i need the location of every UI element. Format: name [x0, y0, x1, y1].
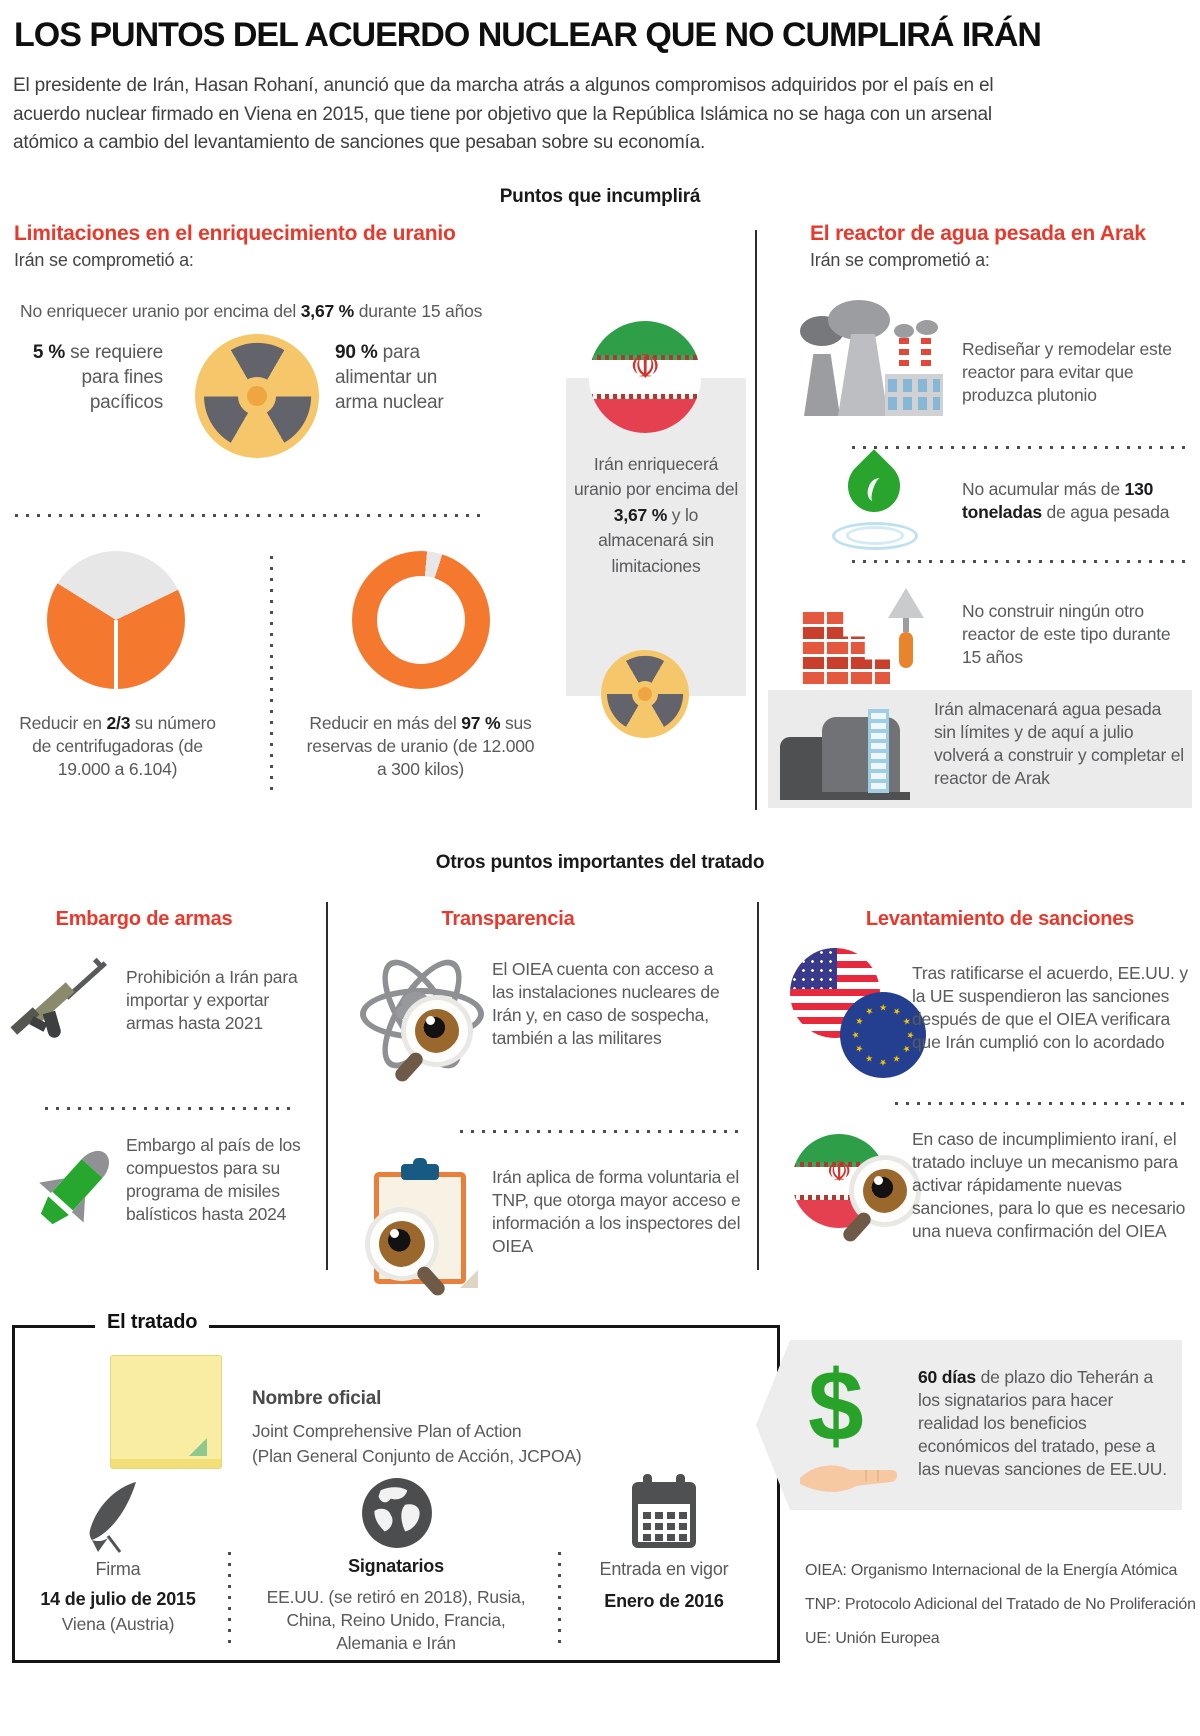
section-title-puntos: Puntos que incumplirá — [499, 186, 701, 207]
column-divider — [757, 902, 759, 1270]
signature-date: 14 de julio de 2015 — [40, 1589, 196, 1609]
sanciones-item1-text: Tras ratificarse el acuerdo, EE.UU. y la UE suspendieron las sanciones después de que el OIEA verificara que Irán cumplió con lo acordado — [912, 963, 1188, 1053]
divider-dotted — [895, 1102, 1190, 1105]
signature-place: Viena (Austria) — [61, 1614, 175, 1634]
official-name-label: Nombre oficial — [252, 1388, 382, 1409]
arak-committed: Irán se comprometió a: — [810, 250, 990, 270]
uranium-committed: Irán se comprometió a: — [14, 250, 194, 270]
footnote-tnp: TNP: Protocolo Adicional del Tratado de No Proliferación — [805, 1596, 1196, 1613]
uranium-stat-weapon: 90 % para alimentar un arma nuclear — [335, 342, 444, 414]
uranium-heading: Limitaciones en el enriquecimiento de uranio — [14, 222, 456, 245]
page-title: LOS PUNTOS DEL ACUERDO NUCLEAR QUE NO CUMPLIRÁ IRÁN — [14, 16, 1041, 54]
divider-dotted — [460, 1130, 740, 1133]
divider-dotted — [45, 1107, 295, 1110]
eye-magnifier-icon — [370, 1212, 434, 1276]
iran-flag-icon — [589, 321, 701, 433]
transparencia-heading: Transparencia — [441, 908, 575, 930]
uranium-rule: No enriquecer uranio por encima del 3,67 % durante 15 años — [20, 301, 483, 321]
arak-heading: El reactor de agua pesada en Arak — [810, 222, 1146, 245]
water-tanks-icon — [780, 700, 915, 800]
radiation-icon-small — [601, 650, 689, 738]
rifle-icon — [14, 952, 114, 1067]
atom-eye-icon — [352, 946, 487, 1086]
divider-dotted-vertical — [270, 556, 273, 790]
sanciones-heading: Levantamiento de sanciones — [865, 908, 1135, 930]
official-name-es: (Plan General Conjunto de Acción, JCPOA) — [252, 1446, 582, 1466]
signatories-text: EE.UU. (se retiró en 2018), Rusia, China, Reino Unido, Francia, Alemania e Irán — [266, 1587, 526, 1654]
dollar-icon: $ — [808, 1350, 864, 1462]
water-drop-icon — [828, 456, 920, 552]
divider-dotted — [852, 560, 1187, 563]
radiation-icon — [195, 334, 319, 458]
globe-icon — [360, 1476, 434, 1550]
embargo-item1-text: Prohibición a Irán para importar y exportar armas hasta 2021 — [126, 967, 298, 1034]
us-eu-flags-icon — [790, 948, 930, 1078]
missile-icon — [20, 1138, 120, 1248]
bricks-trowel-icon — [800, 588, 935, 688]
entry-date: Enero de 2016 — [604, 1591, 724, 1611]
transparencia-item2-text: Irán aplica de forma voluntaria el TNP, que otorga mayor acceso e información a los inspectores del OIEA — [492, 1167, 741, 1257]
transparencia-item1-text: El OIEA cuenta con acceso a las instalaciones nucleares de Irán y, en caso de sospecha, también a las militares — [492, 959, 720, 1049]
intro-paragraph: El presidente de Irán, Hasan Rohaní, anunció que da marcha atrás a algunos compromisos adquiridos por el país en el acuerdo nuclear firmado en Viena en 2015, que tiene por objetivo que la República Islámica no se haga con un arsenal atómico a cambio del levantamiento de sanciones que pesaban sobre su economía. — [13, 75, 994, 153]
signature-label: Firma — [95, 1559, 141, 1579]
divider-dotted-vertical — [558, 1548, 561, 1643]
feather-icon — [78, 1478, 148, 1556]
official-name-en: Joint Comprehensive Plan of Action — [252, 1421, 522, 1441]
arak-item1-text: Rediseñar y remodelar este reactor para evitar que produzca plutonio — [962, 339, 1172, 406]
centrifuges-caption: Reducir en 2/3 su número de centrifugadoras (de 19.000 a 6.104) — [19, 713, 216, 780]
uranium-stock-caption: Reducir en más del 97 % sus reservas de uranio (de 12.000 a 300 kilos) — [306, 713, 535, 780]
footnote-oiea: OIEA: Organismo Internacional de la Energía Atómica — [805, 1562, 1178, 1579]
divider-dotted — [852, 446, 1187, 449]
eye-magnifier-icon — [854, 1160, 916, 1222]
eye-magnifier-icon — [406, 1000, 468, 1062]
embargo-item2-text: Embargo al país de los compuestos para su programa de misiles balísticos hasta 2024 — [126, 1135, 301, 1225]
column-divider — [755, 230, 757, 810]
iran-emblem-icon: ☫ — [826, 1156, 852, 1188]
footnote-ue: UE: Unión Europea — [805, 1630, 940, 1647]
divider-dotted — [15, 514, 480, 517]
signatories-label: Signatarios — [348, 1556, 444, 1576]
nuclear-plant-icon — [798, 298, 943, 416]
entry-label: Entrada en vigor — [599, 1559, 729, 1579]
uranium-stock-donut-chart — [352, 551, 490, 689]
clipboard-eye-icon — [368, 1158, 483, 1293]
arak-item4-text: Irán almacenará agua pesada sin límites y de aquí a julio volverá a construir y completar el reactor de Arak — [934, 699, 1184, 789]
treaty-box-label: El tratado — [95, 1311, 209, 1334]
arak-item2-text: No acumular más de 130 toneladas de agua pesada — [962, 479, 1170, 523]
iran-flag-eye-icon — [792, 1130, 932, 1255]
uranium-stat-peaceful: 5 % se requiere para fines pacíficos — [32, 342, 163, 414]
sanciones-item2-text: En caso de incumplimiento iraní, el tratado incluye un mecanismo para activar rápidamente nuevas sanciones, para lo que es necesario una nueva confirmación del OIEA — [912, 1129, 1186, 1242]
arak-item3-text: No construir ningún otro reactor de este tipo durante 15 años — [962, 601, 1171, 668]
hand-icon — [793, 1448, 905, 1504]
centrifuges-pie-chart — [47, 551, 185, 689]
otros-title: Otros puntos importantes del tratado — [435, 852, 765, 873]
column-divider — [326, 902, 328, 1270]
eu-flag-icon: ★ ★ ★ ★ ★ ★ ★ ★ ★ ★ ★ ★ — [840, 992, 926, 1078]
callout-text: 60 días de plazo dio Teherán a los signatarios para hacer realidad los beneficios económicos del tratado, pese a las nuevas sanciones de EE.UU. — [918, 1367, 1167, 1480]
calendar-icon — [632, 1482, 696, 1548]
embargo-heading: Embargo de armas — [55, 908, 233, 930]
iran-emblem-icon: ☫ — [629, 348, 661, 387]
breach-text: Irán enriquecerá uranio por encima del 3,67 % y lo almacenará sin limitaciones — [573, 454, 739, 576]
document-icon — [110, 1355, 222, 1469]
divider-dotted-vertical — [228, 1548, 231, 1643]
